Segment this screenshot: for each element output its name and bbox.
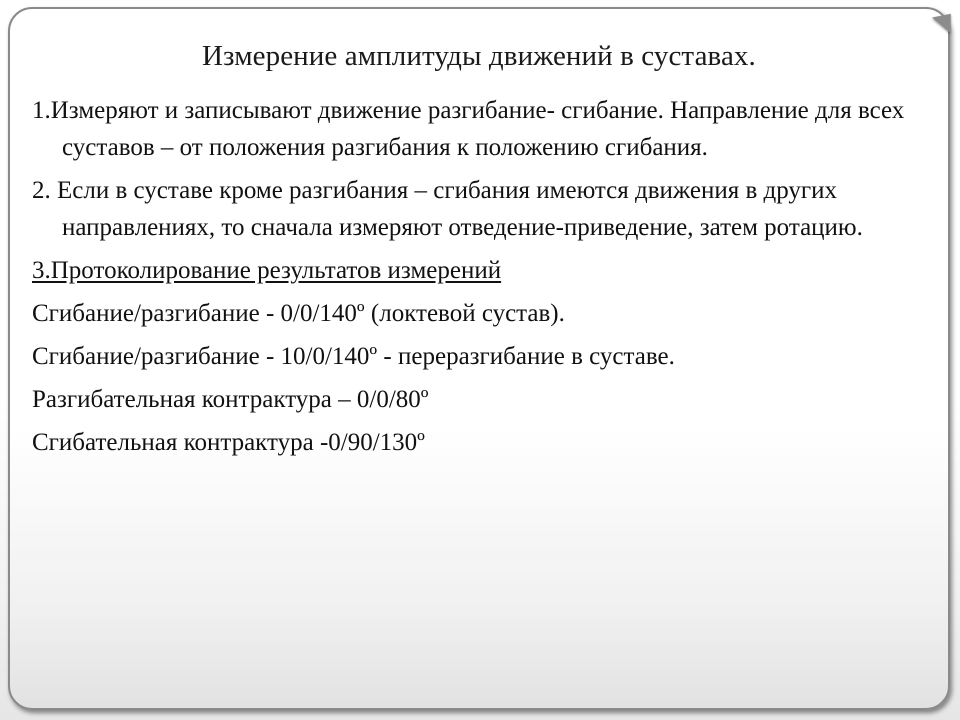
example-extension-contracture: Разгибательная контрактура – 0/0/80º <box>32 386 429 413</box>
paragraph-other-directions: 2. Если в суставе кроме разгибания – сгибания имеются движения в других направлениях, то сначала измеряют отведение-приведение, затем ротацию. <box>32 177 863 241</box>
paragraph-protocol-heading: 3.Протоколирование результатов измерений <box>32 257 502 284</box>
example-elbow-joint: Сгибание/разгибание - 0/0/140º (локтевой сустав). <box>32 300 565 327</box>
example-flexion-contracture: Сгибательная контрактура -0/90/130º <box>32 429 425 456</box>
paragraph-extension-flexion: 1.Измеряют и записывают движение разгибание- сгибание. Направление для всех суставов – от положения разгибания к положению сгибания. <box>32 97 905 161</box>
slide-body <box>32 92 912 467</box>
slide-title: Измерение амплитуды движений в суставах. <box>202 40 756 72</box>
example-hyperextension: Сгибание/разгибание - 10/0/140º - переразгибание в суставе. <box>32 343 675 370</box>
